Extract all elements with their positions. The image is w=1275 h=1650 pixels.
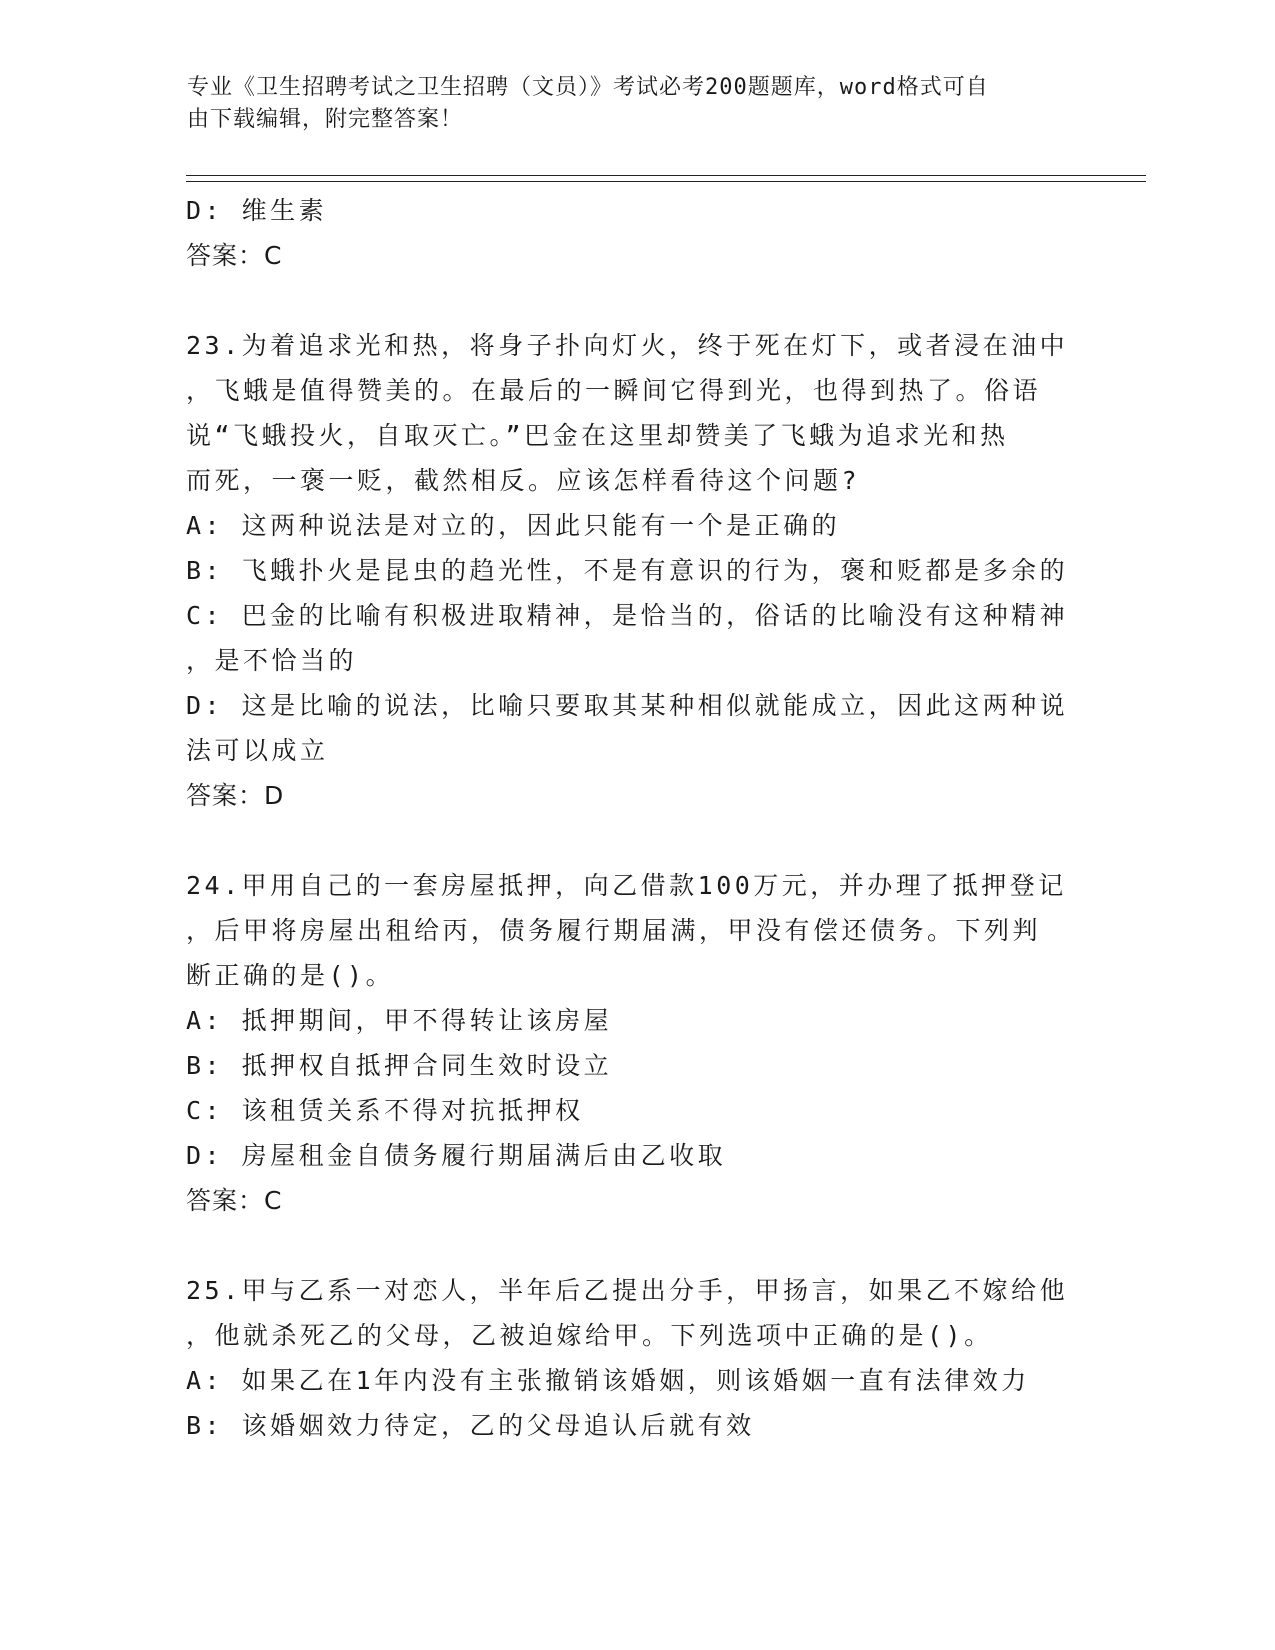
question-stem-line: 断正确的是()。	[186, 961, 395, 990]
question-stem-line: 而死，一褒一贬，截然相反。应该怎样看待这个问题?	[186, 466, 861, 495]
option-a: A: 如果乙在1年内没有主张撤销该婚姻，则该婚姻一直有法律效力	[186, 1366, 1030, 1395]
option-b: B: 抵押权自抵押合同生效时设立	[186, 1051, 613, 1080]
option-a: A: 抵押期间，甲不得转让该房屋	[186, 1006, 613, 1035]
answer: 答案：C	[186, 241, 283, 270]
header-line-2: 由下载编辑，附完整答案！	[187, 107, 464, 132]
answer: 答案：C	[186, 1186, 283, 1215]
option-d: D: 房屋租金自债务履行期届满后由乙收取	[186, 1141, 727, 1170]
option-b: B: 飞蛾扑火是昆虫的趋光性，不是有意识的行为，褒和贬都是多余的	[186, 556, 1069, 585]
question-stem-line: ，飞蛾是值得赞美的。在最后的一瞬间它得到光，也得到热了。俗语	[186, 376, 1042, 405]
header-line-1: 专业《卫生招聘考试之卫生招聘（文员）》考试必考200题题库，word格式可自	[187, 75, 989, 100]
question-stem-line: 说“飞蛾投火，自取灭亡。”巴金在这里却赞美了飞蛾为追求光和热	[186, 421, 1009, 450]
option-c-continued: ，是不恰当的	[186, 646, 358, 675]
spacer	[186, 818, 1086, 863]
option-d: D: 维生素	[186, 196, 328, 225]
question-stem-line: 25.甲与乙系一对恋人，半年后乙提出分手，甲扬言，如果乙不嫁给他	[186, 1276, 1069, 1305]
option-c: C: 该租赁关系不得对抗抵押权	[186, 1096, 584, 1125]
document-body	[186, 188, 1086, 1448]
question-stem-line: ，他就杀死乙的父母，乙被迫嫁给甲。下列选项中正确的是()。	[186, 1321, 993, 1350]
question-24	[186, 863, 1086, 1223]
question-stem-line: 24.甲用自己的一套房屋抵押，向乙借款100万元，并办理了抵押登记	[186, 871, 1067, 900]
option-a: A: 这两种说法是对立的，因此只能有一个是正确的	[186, 511, 841, 540]
spacer	[186, 278, 1086, 323]
option-d: D: 这是比喻的说法，比喻只要取其某种相似就能成立，因此这两种说	[186, 691, 1069, 720]
question-25	[186, 1268, 1086, 1448]
spacer	[186, 1223, 1086, 1268]
option-b: B: 该婚姻效力待定，乙的父母追认后就有效	[186, 1411, 755, 1440]
question-stem-line: 23.为着追求光和热，将身子扑向灯火，终于死在灯下，或者浸在油中	[186, 331, 1069, 360]
header-rule-top	[186, 175, 1146, 176]
option-c: C: 巴金的比喻有积极进取精神，是恰当的，俗话的比喻没有这种精神	[186, 601, 1069, 630]
question-stem-line: ，后甲将房屋出租给丙，债务履行期届满，甲没有偿还债务。下列判	[186, 916, 1042, 945]
question-22-tail	[186, 188, 1086, 278]
answer: 答案：D	[186, 781, 285, 810]
question-23	[186, 323, 1086, 818]
header-rule-bottom	[186, 181, 1146, 182]
document-header	[187, 72, 1067, 136]
option-d-continued: 法可以成立	[186, 736, 329, 765]
